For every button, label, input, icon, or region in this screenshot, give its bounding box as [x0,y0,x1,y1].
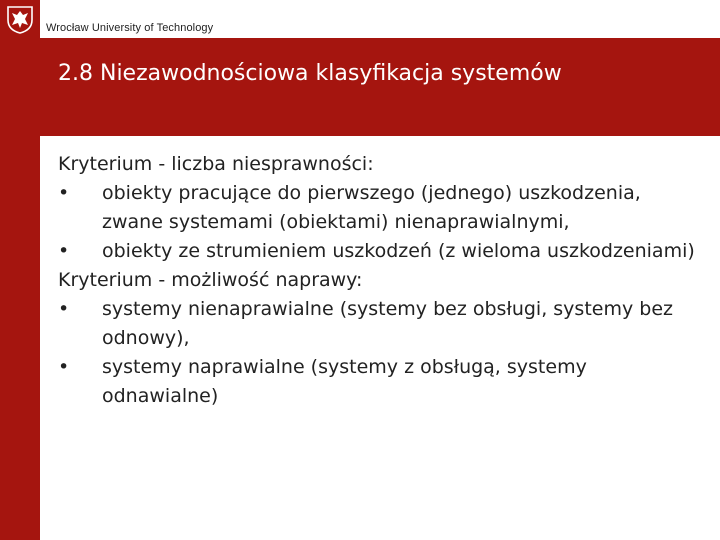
list-item-text: systemy naprawialne (systemy z obsługą, systemy odnawialne) [102,356,587,407]
criterion-list [58,295,703,411]
criterion-heading: Kryterium - możliwość naprawy: [58,269,363,291]
list-item-text: systemy nienaprawialne (systemy bez obsługi, systemy bez odnowy), [102,298,673,349]
university-logo [0,0,40,38]
list-item [58,353,703,411]
list-item [58,295,703,353]
title-band [40,38,720,136]
criterion-heading: Kryterium - liczba niesprawności: [58,153,374,175]
criterion-list [58,179,703,266]
header-bar [0,0,720,38]
university-name: Wrocław University of Technology [46,22,214,34]
list-item [58,179,703,237]
bullet-marker: • [58,182,70,204]
eagle-emblem-icon [6,4,34,34]
slide-content [58,150,703,411]
list-item-text: obiekty ze strumieniem uszkodzeń (z wieloma uszkodzeniami) [102,240,695,262]
list-item-text: obiekty pracujące do pierwszego (jednego) uszkodzenia, zwane systemami (obiektami) nienaprawialnymi, [102,182,641,233]
list-item [58,237,703,266]
left-accent-stripe [0,38,40,540]
bullet-marker: • [58,298,70,320]
bullet-marker: • [58,240,70,262]
bullet-marker: • [58,356,70,378]
slide-title: 2.8 Niezawodnościowa klasyfikacja systemów [58,61,562,86]
